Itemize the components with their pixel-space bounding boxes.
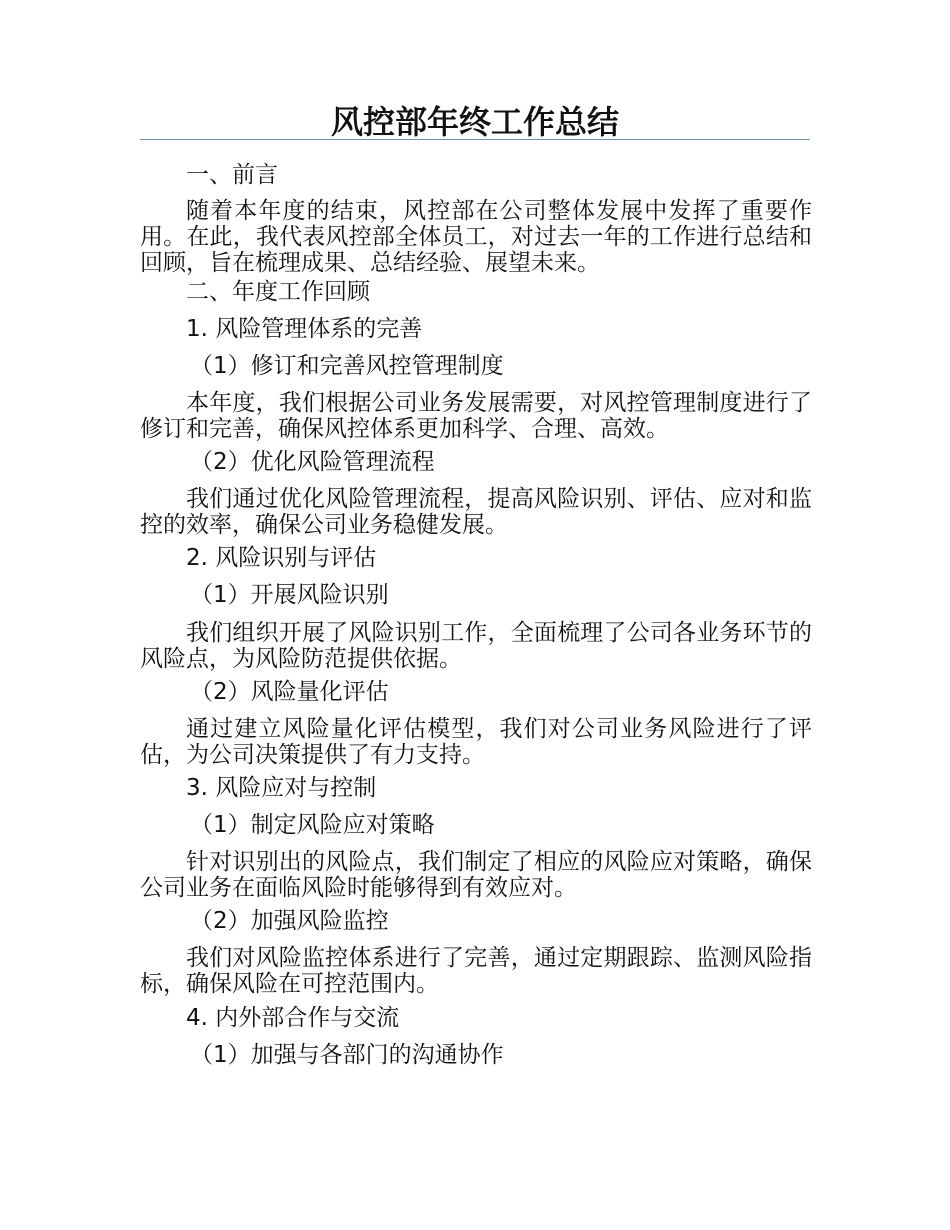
section-heading-preface: 一、前言 — [186, 162, 278, 188]
item-heading-3-1: （1）制定风险应对策略 — [190, 812, 435, 838]
paragraph-2-1: 我们组织开展了风险识别工作，全面梳理了公司各业务环节的风险点，为风险防范提供依据。 — [140, 620, 812, 672]
subsection-heading-4: 4. 内外部合作与交流 — [186, 1005, 400, 1031]
item-heading-1-2: （2）优化风险管理流程 — [190, 449, 435, 475]
title-underline — [140, 139, 810, 140]
paragraph-preface: 随着本年度的结束，风控部在公司整体发展中发挥了重要作用。在此，我代表风控部全体员工，对过去一年的工作进行总结和回顾，旨在梳理成果、总结经验、展望未来。 — [140, 198, 812, 276]
paragraph-3-1: 针对识别出的风险点，我们制定了相应的风险应对策略，确保公司业务在面临风险时能够得到有效应对。 — [140, 849, 812, 901]
document-title: 风控部年终工作总结 — [330, 103, 619, 141]
item-heading-3-2: （2）加强风险监控 — [190, 908, 389, 934]
subsection-heading-3: 3. 风险应对与控制 — [186, 775, 377, 801]
subsection-heading-2: 2. 风险识别与评估 — [186, 545, 377, 571]
paragraph-1-2: 我们通过优化风险管理流程，提高风险识别、评估、应对和监控的效率，确保公司业务稳健发展。 — [140, 486, 812, 538]
item-heading-1-1: （1）修订和完善风控管理制度 — [190, 353, 504, 379]
item-heading-4-1: （1）加强与各部门的沟通协作 — [190, 1042, 504, 1068]
paragraph-2-2: 通过建立风险量化评估模型，我们对公司业务风险进行了评估，为公司决策提供了有力支持。 — [140, 716, 812, 768]
paragraph-1-1: 本年度，我们根据公司业务发展需要，对风控管理制度进行了修订和完善，确保风控体系更加科学、合理、高效。 — [140, 390, 812, 442]
item-heading-2-1: （1）开展风险识别 — [190, 582, 389, 608]
section-heading-review: 二、年度工作回顾 — [186, 279, 370, 305]
subsection-heading-1: 1. 风险管理体系的完善 — [186, 316, 423, 342]
paragraph-3-2: 我们对风险监控体系进行了完善，通过定期跟踪、监测风险指标，确保风险在可控范围内。 — [140, 945, 812, 997]
item-heading-2-2: （2）风险量化评估 — [190, 679, 389, 705]
